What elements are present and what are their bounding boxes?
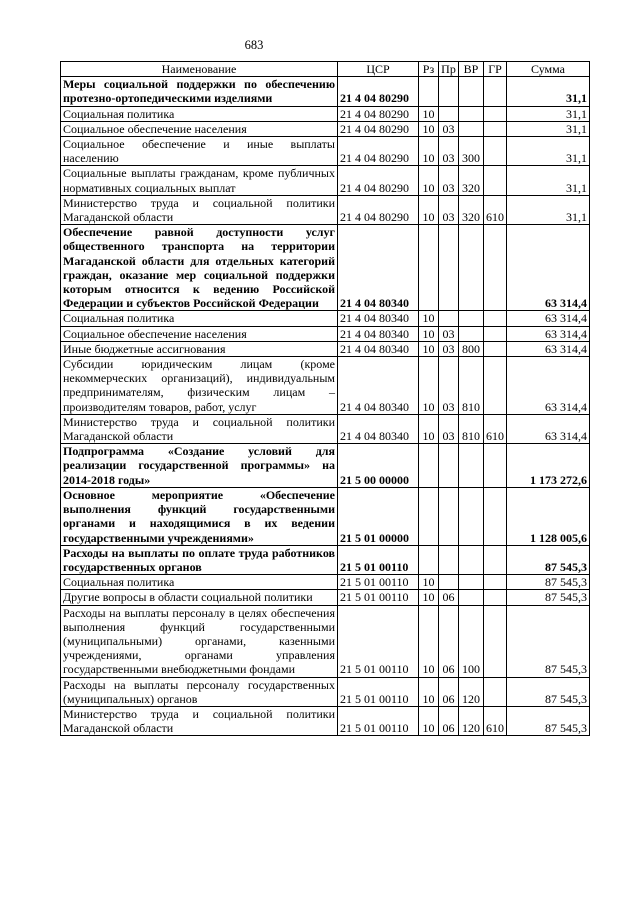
cell-csr: 21 5 01 00110: [338, 706, 419, 735]
cell-csr: 21 4 04 80340: [338, 341, 419, 356]
cell-name: Расходы на выплаты по оплате труда работников государственных органов: [61, 545, 338, 574]
cell-gr: [484, 444, 507, 488]
table-row: [61, 137, 590, 166]
cell-name: Субсидии юридическим лицам (кроме некоммерческих организаций), индивидуальным предпринимателям, физическим лицам – производителям товаров, работ, услуг: [61, 357, 338, 415]
table-row: [61, 195, 590, 224]
cell-pr: 03: [439, 137, 459, 166]
table-row: [61, 106, 590, 121]
cell-csr: 21 4 04 80290: [338, 77, 419, 106]
cell-rz: 10: [419, 341, 439, 356]
cell-rz: 10: [419, 357, 439, 415]
header-sum: Сумма: [507, 62, 590, 77]
cell-vr: [459, 575, 484, 590]
table-row: [61, 444, 590, 488]
cell-csr: 21 4 04 80290: [338, 166, 419, 195]
cell-name: Другие вопросы в области социальной политики: [61, 590, 338, 605]
cell-rz: [419, 545, 439, 574]
cell-vr: [459, 326, 484, 341]
cell-gr: [484, 106, 507, 121]
cell-vr: 320: [459, 195, 484, 224]
cell-vr: 800: [459, 341, 484, 356]
cell-csr: 21 5 01 00110: [338, 545, 419, 574]
table-row: [61, 311, 590, 326]
cell-pr: [439, 545, 459, 574]
cell-rz: [419, 487, 439, 545]
cell-gr: [484, 677, 507, 706]
cell-name: Социальное обеспечение и иные выплаты населению: [61, 137, 338, 166]
cell-vr: 300: [459, 137, 484, 166]
cell-sum: 63 314,4: [507, 225, 590, 311]
table-row: [61, 487, 590, 545]
table-row: [61, 545, 590, 574]
cell-pr: [439, 77, 459, 106]
cell-gr: [484, 225, 507, 311]
cell-gr: [484, 137, 507, 166]
cell-name: Социальная политика: [61, 106, 338, 121]
cell-vr: [459, 121, 484, 136]
cell-sum: 87 545,3: [507, 605, 590, 677]
cell-gr: [484, 311, 507, 326]
header-pr: Пр: [439, 62, 459, 77]
cell-sum: 31,1: [507, 106, 590, 121]
cell-pr: [439, 311, 459, 326]
cell-name: Министерство труда и социальной политики Магаданской области: [61, 414, 338, 443]
cell-pr: [439, 487, 459, 545]
cell-sum: 87 545,3: [507, 545, 590, 574]
cell-rz: 10: [419, 137, 439, 166]
cell-vr: [459, 590, 484, 605]
cell-rz: 10: [419, 326, 439, 341]
cell-sum: 1 173 272,6: [507, 444, 590, 488]
cell-gr: 610: [484, 195, 507, 224]
cell-rz: [419, 77, 439, 106]
cell-vr: 810: [459, 357, 484, 415]
table-row: [61, 706, 590, 735]
table-row: [61, 575, 590, 590]
cell-sum: 87 545,3: [507, 677, 590, 706]
cell-sum: 87 545,3: [507, 590, 590, 605]
cell-name: Социальное обеспечение населения: [61, 121, 338, 136]
cell-name: Министерство труда и социальной политики Магаданской области: [61, 195, 338, 224]
cell-pr: 06: [439, 706, 459, 735]
table-row: [61, 326, 590, 341]
cell-sum: 31,1: [507, 77, 590, 106]
cell-pr: 06: [439, 590, 459, 605]
cell-rz: [419, 444, 439, 488]
cell-vr: [459, 311, 484, 326]
cell-csr: 21 5 01 00000: [338, 487, 419, 545]
cell-csr: 21 4 04 80290: [338, 137, 419, 166]
cell-vr: [459, 545, 484, 574]
cell-name: Подпрограмма «Создание условий для реализации государственной программы» на 2014-2018 годы»: [61, 444, 338, 488]
cell-csr: 21 4 04 80340: [338, 326, 419, 341]
cell-sum: 31,1: [507, 195, 590, 224]
cell-vr: 120: [459, 706, 484, 735]
cell-gr: [484, 545, 507, 574]
cell-vr: [459, 444, 484, 488]
cell-gr: [484, 487, 507, 545]
cell-csr: 21 4 04 80340: [338, 225, 419, 311]
header-csr: ЦСР: [338, 62, 419, 77]
table-row: [61, 590, 590, 605]
cell-sum: 63 314,4: [507, 357, 590, 415]
cell-pr: 03: [439, 195, 459, 224]
cell-sum: 63 314,4: [507, 414, 590, 443]
cell-rz: 10: [419, 414, 439, 443]
header-gr: ГР: [484, 62, 507, 77]
cell-rz: 10: [419, 677, 439, 706]
cell-rz: 10: [419, 575, 439, 590]
cell-pr: 03: [439, 357, 459, 415]
cell-vr: 120: [459, 677, 484, 706]
cell-rz: 10: [419, 311, 439, 326]
cell-pr: 03: [439, 166, 459, 195]
cell-pr: [439, 575, 459, 590]
cell-gr: [484, 77, 507, 106]
table-row: [61, 414, 590, 443]
cell-rz: [419, 225, 439, 311]
budget-table: [60, 61, 590, 736]
cell-pr: [439, 106, 459, 121]
cell-rz: 10: [419, 166, 439, 195]
header-name: Наименование: [61, 62, 338, 77]
cell-csr: 21 4 04 80340: [338, 357, 419, 415]
cell-csr: 21 5 01 00110: [338, 590, 419, 605]
table-row: [61, 166, 590, 195]
cell-vr: [459, 487, 484, 545]
table-row: [61, 605, 590, 677]
cell-sum: 1 128 005,6: [507, 487, 590, 545]
cell-rz: 10: [419, 706, 439, 735]
cell-pr: [439, 225, 459, 311]
cell-gr: [484, 341, 507, 356]
cell-sum: 31,1: [507, 166, 590, 195]
cell-pr: 03: [439, 121, 459, 136]
cell-gr: 610: [484, 706, 507, 735]
cell-vr: 100: [459, 605, 484, 677]
cell-pr: [439, 444, 459, 488]
cell-vr: 810: [459, 414, 484, 443]
cell-vr: 320: [459, 166, 484, 195]
cell-name: Меры социальной поддержки по обеспечению протезно-ортопедическими изделиями: [61, 77, 338, 106]
cell-pr: 06: [439, 605, 459, 677]
cell-csr: 21 4 04 80340: [338, 414, 419, 443]
cell-rz: 10: [419, 106, 439, 121]
cell-csr: 21 4 04 80290: [338, 121, 419, 136]
cell-name: Расходы на выплаты персоналу государственных (муниципальных) органов: [61, 677, 338, 706]
cell-name: Иные бюджетные ассигнования: [61, 341, 338, 356]
header-rz: Рз: [419, 62, 439, 77]
table-row: [61, 357, 590, 415]
cell-csr: 21 5 01 00110: [338, 575, 419, 590]
table-row: [61, 677, 590, 706]
cell-name: Расходы на выплаты персоналу в целях обеспечения выполнения функций государственными (муниципальными) органами, казенными учреждениями, органами управления государственными внебюджетными фондами: [61, 605, 338, 677]
cell-csr: 21 5 00 00000: [338, 444, 419, 488]
cell-vr: [459, 77, 484, 106]
cell-rz: 10: [419, 605, 439, 677]
cell-gr: [484, 121, 507, 136]
cell-name: Социальная политика: [61, 575, 338, 590]
cell-gr: [484, 590, 507, 605]
cell-rz: 10: [419, 590, 439, 605]
cell-sum: 31,1: [507, 137, 590, 166]
page-number: 683: [244, 38, 264, 52]
cell-sum: 63 314,4: [507, 341, 590, 356]
cell-rz: 10: [419, 195, 439, 224]
cell-name: Основное мероприятие «Обеспечение выполнения функций государственными органами и находящимися в их ведении государственными учреждениями»: [61, 487, 338, 545]
cell-name: Обеспечение равной доступности услуг общественного транспорта на территории Магаданской области для отдельных категорий граждан, оказание мер социальной поддержки которым относится к ведению Российской Федерации и субъектов Российской Федерации: [61, 225, 338, 311]
cell-name: Социальные выплаты гражданам, кроме публичных нормативных социальных выплат: [61, 166, 338, 195]
cell-sum: 87 545,3: [507, 575, 590, 590]
cell-pr: 06: [439, 677, 459, 706]
cell-sum: 63 314,4: [507, 311, 590, 326]
cell-sum: 31,1: [507, 121, 590, 136]
table-row: [61, 225, 590, 311]
cell-csr: 21 4 04 80340: [338, 311, 419, 326]
cell-gr: [484, 357, 507, 415]
cell-gr: [484, 575, 507, 590]
header-vr: ВР: [459, 62, 484, 77]
cell-pr: 03: [439, 341, 459, 356]
cell-vr: [459, 225, 484, 311]
cell-rz: 10: [419, 121, 439, 136]
cell-pr: 03: [439, 326, 459, 341]
cell-csr: 21 5 01 00110: [338, 677, 419, 706]
cell-gr: [484, 166, 507, 195]
cell-gr: 610: [484, 414, 507, 443]
cell-vr: [459, 106, 484, 121]
cell-csr: 21 4 04 80290: [338, 106, 419, 121]
cell-csr: 21 4 04 80290: [338, 195, 419, 224]
cell-sum: 87 545,3: [507, 706, 590, 735]
cell-csr: 21 5 01 00110: [338, 605, 419, 677]
cell-gr: [484, 326, 507, 341]
cell-pr: 03: [439, 414, 459, 443]
cell-name: Социальное обеспечение населения: [61, 326, 338, 341]
cell-name: Министерство труда и социальной политики Магаданской области: [61, 706, 338, 735]
cell-sum: 63 314,4: [507, 326, 590, 341]
table-row: [61, 77, 590, 106]
cell-gr: [484, 605, 507, 677]
table-row: [61, 341, 590, 356]
table-header-row: [61, 62, 590, 77]
cell-name: Социальная политика: [61, 311, 338, 326]
table-row: [61, 121, 590, 136]
